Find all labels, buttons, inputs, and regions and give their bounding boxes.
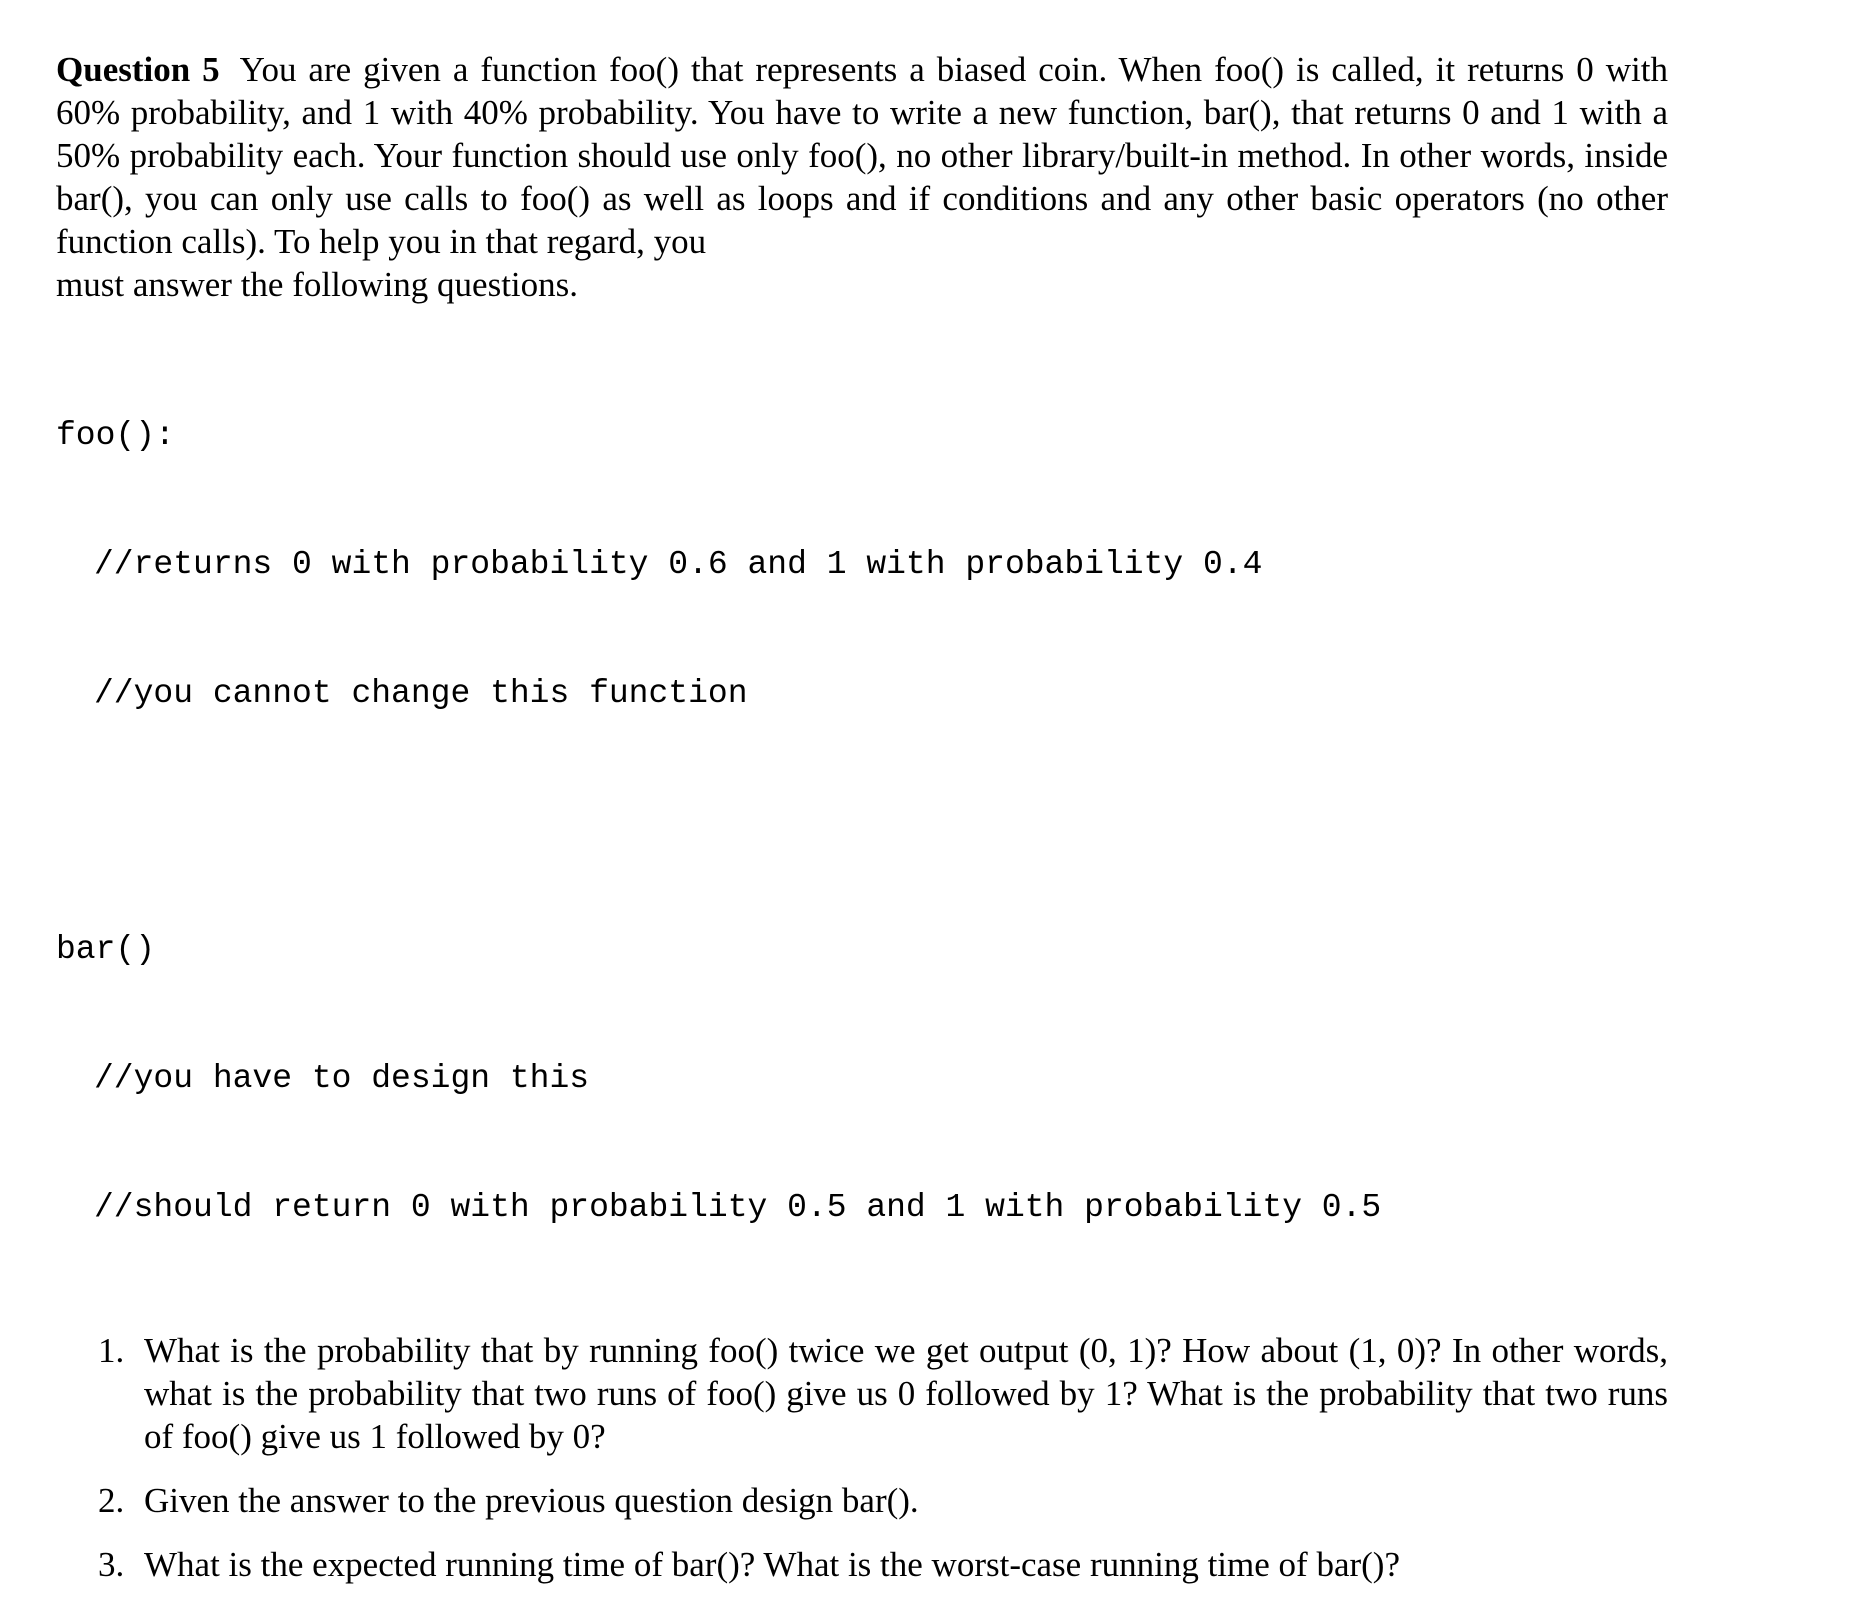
intro-line-2: returns 0 with 60% probability, and 1 with 40% probability. You have to write a new function, bar(), bbox=[56, 50, 1668, 132]
intro-line-5: if conditions and any other basic operators (no other function calls). To help you in that regard, you bbox=[56, 179, 1668, 261]
bar-comment-2: //should return 0 with probability 0.5 and 1 with probability 0.5 bbox=[94, 1189, 1382, 1226]
list-item-1-line-3: probability that two runs of foo() give us 1 followed by 0? bbox=[144, 1374, 1669, 1456]
bar-signature: bar() bbox=[56, 931, 156, 968]
list-item-2 bbox=[56, 1479, 1668, 1522]
list-item-2-line-1: Given the answer to the previous question design bar(). bbox=[144, 1481, 919, 1520]
list-item-1 bbox=[56, 1329, 1668, 1458]
list-item-1-line-2: other words, what is the probability that two runs of foo() give us 0 followed by 1? What is the bbox=[144, 1331, 1669, 1413]
list-item-number: 3. bbox=[98, 1545, 125, 1584]
foo-code-block bbox=[56, 328, 1668, 801]
foo-comment-2: //you cannot change this function bbox=[94, 675, 748, 712]
list-item-number: 1. bbox=[98, 1331, 125, 1370]
bar-code-block bbox=[56, 842, 1668, 1315]
list-item-number: 2. bbox=[98, 1481, 125, 1520]
list-item-3-line-1: What is the expected running time of bar()? What is the worst-case running time of bar()? bbox=[144, 1545, 1400, 1584]
question-intro bbox=[56, 48, 1668, 306]
question-label: Question 5 bbox=[56, 50, 220, 89]
intro-line-4: library/built-in method. In other words, inside bar(), you can only use calls to foo() as well as loops and bbox=[56, 136, 1668, 218]
bar-comment-1: //you have to design this bbox=[94, 1060, 590, 1097]
intro-line-1: You are given a function foo() that represents a biased coin. When foo() is called, it bbox=[239, 50, 1456, 89]
intro-line-6: must answer the following questions. bbox=[56, 265, 579, 304]
list-item-1-line-1: What is the probability that by running foo() twice we get output (0, 1)? How about (1, 0)? In bbox=[144, 1331, 1482, 1370]
foo-signature: foo(): bbox=[56, 417, 175, 454]
question-list bbox=[56, 1329, 1668, 1586]
document-page bbox=[56, 48, 1668, 1607]
intro-line-3: that returns 0 and 1 with a 50% probability each. Your function should use only foo(), no other bbox=[56, 93, 1668, 175]
list-item-3 bbox=[56, 1543, 1668, 1586]
foo-comment-1: //returns 0 with probability 0.6 and 1 with probability 0.4 bbox=[94, 546, 1263, 583]
